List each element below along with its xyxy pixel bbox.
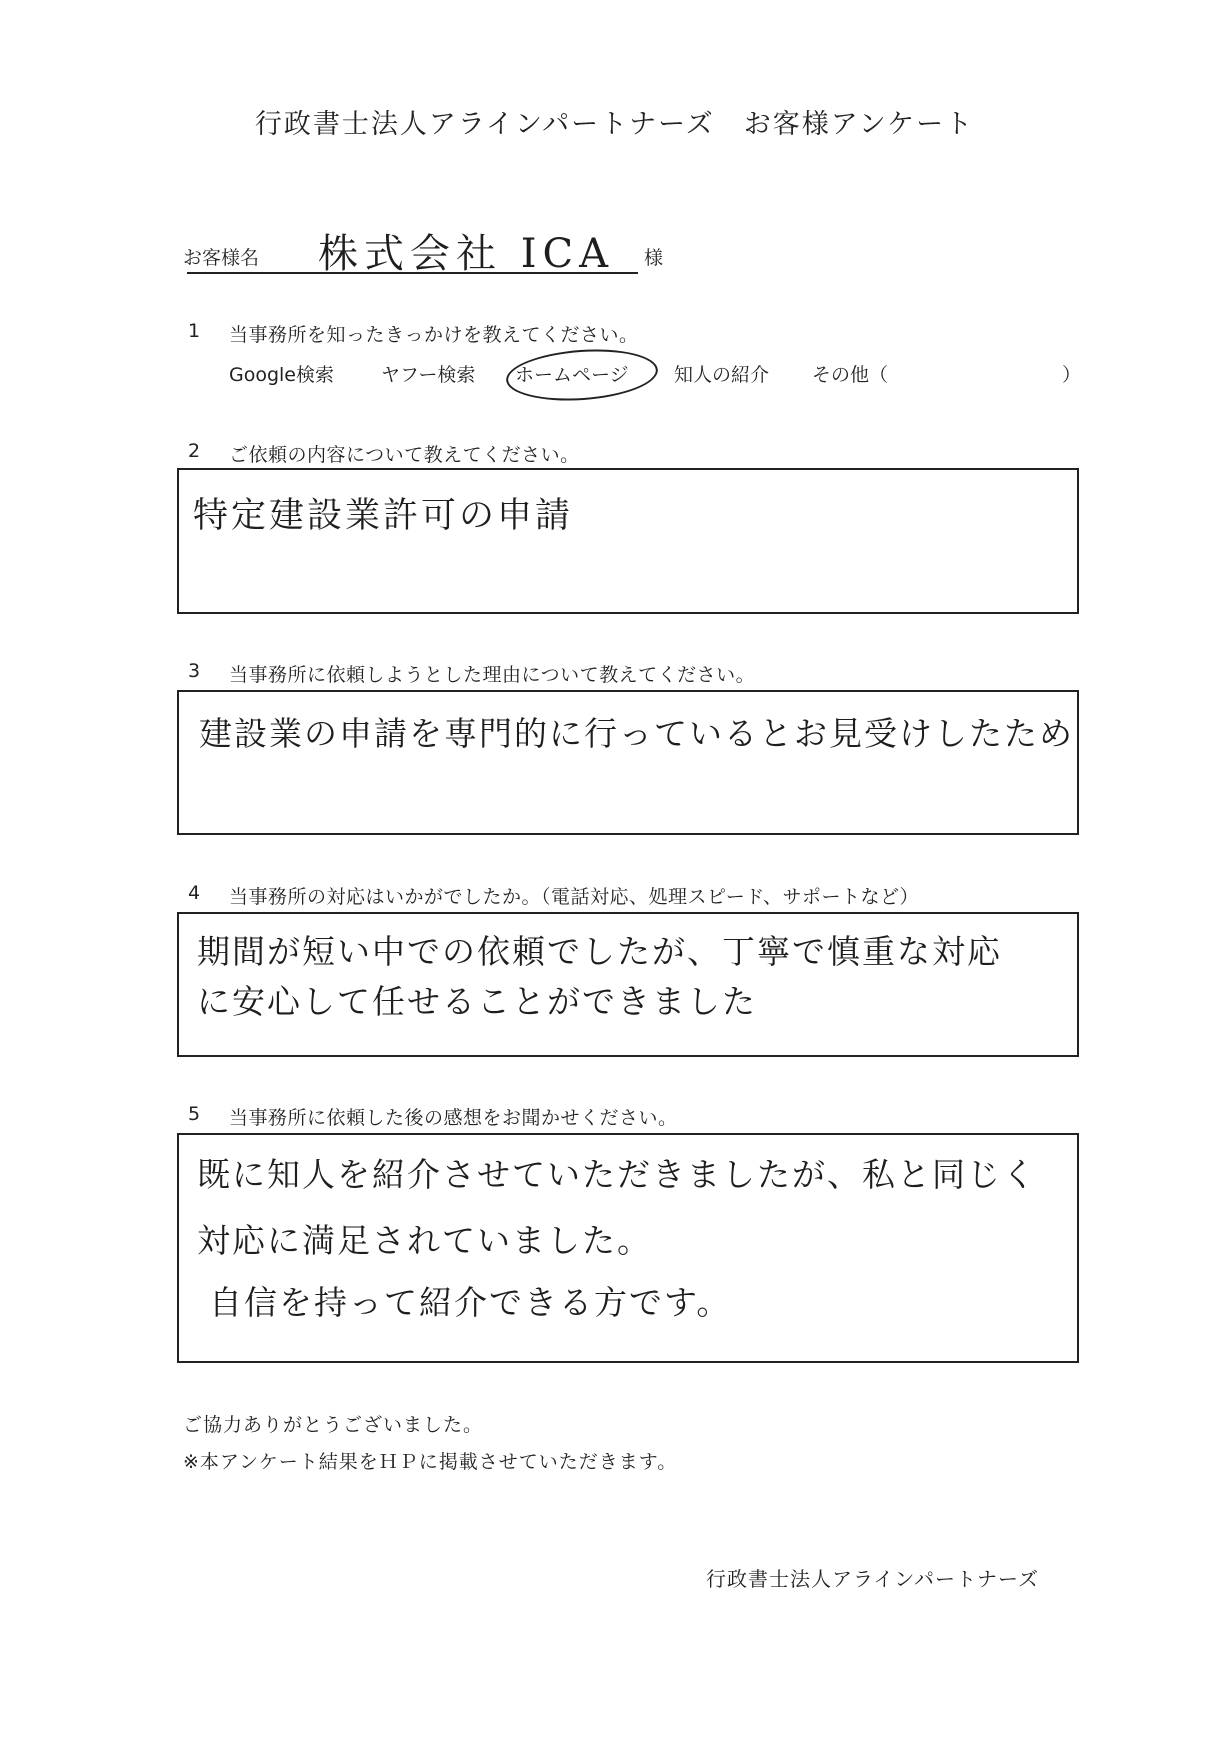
answer-4-box xyxy=(177,912,1079,1057)
question-5-text: 当事務所に依頼した後の感想をお聞かせください。 xyxy=(229,1107,678,1129)
option-yahoo-search: ヤフー検索 xyxy=(381,364,476,386)
answer-3-box xyxy=(177,690,1079,835)
answer-5-line-3: 自信を持って紹介できる方です。 xyxy=(209,1283,732,1322)
question-1-number: 1 xyxy=(188,320,201,342)
answer-5-line-2: 対応に満足されていました。 xyxy=(197,1221,652,1260)
customer-name-label: お客様名 xyxy=(183,247,260,269)
question-2-text: ご依頼の内容について教えてください。 xyxy=(229,444,580,466)
answer-5-line-1: 既に知人を紹介させていただきましたが、私と同じく xyxy=(197,1155,1037,1194)
page-title: 行政書士法人アラインパートナーズ お客様アンケート xyxy=(254,109,975,140)
publication-note: ※本アンケート結果をＨＰに掲載させていただきます。 xyxy=(183,1451,678,1473)
customer-name-suffix: 様 xyxy=(644,247,664,269)
question-3-text: 当事務所に依頼しようとした理由について教えてください。 xyxy=(229,664,756,686)
question-5-number: 5 xyxy=(188,1103,201,1125)
answer-4-line-1: 期間が短い中での依頼でしたが、丁寧で慎重な対応 xyxy=(197,932,1002,971)
option-homepage: ホームページ xyxy=(515,364,629,386)
answer-2-box xyxy=(177,468,1079,614)
answer-5-box xyxy=(177,1133,1079,1363)
answer-3-line-1: 建設業の申請を専門的に行っているとお見受けしたため xyxy=(199,714,1074,753)
question-3-number: 3 xyxy=(188,660,201,682)
question-1-text: 当事務所を知ったきっかけを教えてください。 xyxy=(229,324,639,346)
customer-name-underline xyxy=(187,272,638,274)
selected-option-circle xyxy=(504,345,659,405)
question-2-number: 2 xyxy=(188,440,201,462)
footer-company-name: 行政書士法人アラインパートナーズ xyxy=(706,1567,1039,1591)
option-acquaintance: 知人の紹介 xyxy=(674,364,770,386)
thanks-message: ご協力ありがとうございました。 xyxy=(183,1414,484,1436)
question-4-number: 4 xyxy=(188,882,201,904)
answer-2-line-1: 特定建設業許可の申請 xyxy=(193,496,574,536)
question-4-text: 当事務所の対応はいかがでしたか。（電話対応、処理スピード、サポートなど） xyxy=(229,886,920,908)
option-other-close: ） xyxy=(1062,364,1082,386)
customer-name-value: 株式会社 ICA xyxy=(318,231,615,277)
option-other: その他（ xyxy=(812,364,889,386)
answer-4-line-2: に安心して任せることができました xyxy=(197,982,757,1021)
option-google-search: Google検索 xyxy=(229,364,335,386)
